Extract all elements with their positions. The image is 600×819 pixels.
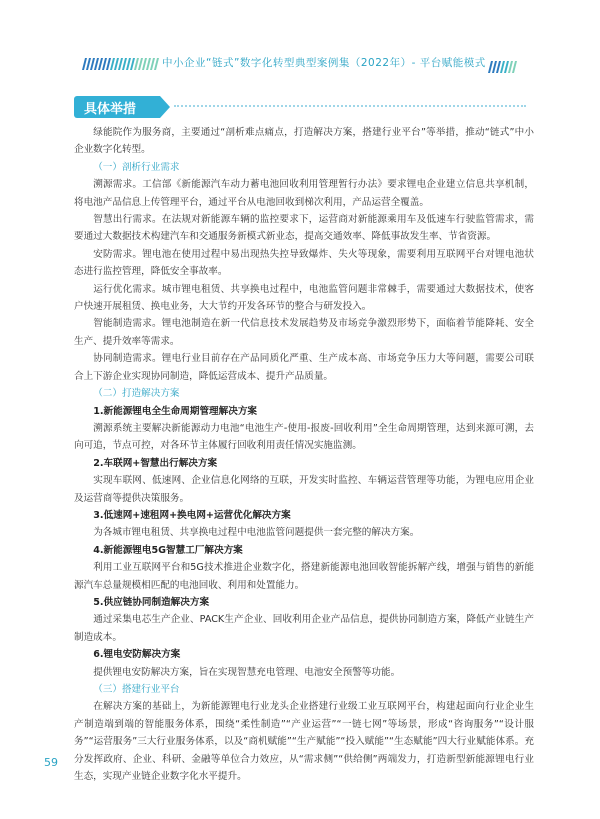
body-content [74, 124, 534, 785]
section-heading-arrow [160, 96, 170, 118]
header-stripe [98, 58, 103, 70]
paragraph-collaborative: 协同制造需求。锂电行业目前存在产品同质化严重、生产成本高、市场竞争压力大等问题，需要公司联合上下游企业实现协同制造，降低运营成本、提升产品质量。 [74, 353, 534, 382]
section-heading-label: 具体举措 [84, 102, 137, 117]
solution-text-2: 实现车联网、低速网、企业信息化网络的互联，开发实时监控、车辆运营管理等功能，为锂电应用企业及运营商等提供决策服务。 [74, 475, 534, 504]
intro-paragraph: 绿能院作为服务商，主要通过“剖析难点痛点，打造解决方案，搭建行业平台”等举措，推动“链式”中小企业数字化转型。 [74, 127, 534, 156]
header-stripe [102, 58, 107, 70]
paragraph-smart-travel: 智慧出行需求。在法规对新能源车辆的监控要求下，运营商对新能源乘用车及低速车行驶监管需求，需要通过大数据技术构建汽车和交通服务新模式新业态，提高交通效率、降低事故发生率、节省资源。 [74, 214, 534, 243]
header-stripes-right [488, 58, 518, 70]
header-stripe [114, 58, 119, 70]
solution-text-3: 为各城市锂电租赁、共享换电过程中电池监管问题提供一套完整的解决方案。 [93, 527, 420, 539]
header-stripe [508, 61, 513, 73]
header-stripe [118, 58, 123, 70]
section-heading [74, 96, 526, 118]
header-stripe [500, 61, 505, 73]
header-stripe [496, 61, 501, 73]
header-title: 中小企业“链式”数字化转型典型案例集（2022年）- 平台赋能模式 [162, 57, 486, 69]
paragraph-smart-manufacturing: 智能制造需求。锂电池制造在新一代信息技术发展趋势及市场竞争激烈形势下，面临着节能降耗、安全生产、提升效率等需求。 [74, 318, 534, 347]
header-stripe [154, 58, 159, 70]
header-stripe [86, 58, 91, 70]
page-number: 59 [44, 756, 58, 769]
header-stripe [106, 58, 111, 70]
header-stripe [110, 58, 115, 70]
paragraph-safety: 安防需求。锂电池在使用过程中易出现热失控导致爆炸、失火等现象，需要利用互联网平台对锂电池状态进行监控管理，降低安全事故率。 [74, 248, 534, 278]
paragraph-operation: 运行优化需求。城市锂电租赁、共享换电过程中，电池监管问题非常棘手，需要通过大数据技术，使客户快速开展租赁、换电业务，大大节约开发各环节的整合与研发投入。 [74, 283, 534, 313]
solution-title-2: 2.车联网+智慧出行解决方案 [93, 457, 218, 469]
header-stripe [138, 58, 143, 70]
header-stripe [512, 61, 517, 73]
header-stripe [146, 58, 151, 70]
solution-title-5: 5.供应链协同制造解决方案 [93, 596, 210, 608]
header-stripe [94, 58, 99, 70]
header-stripe [488, 61, 493, 73]
solution-title-4: 4.新能源锂电5G智慧工厂解决方案 [93, 544, 243, 556]
solution-title-3: 3.低速网+速租网+换电网+运营优化解决方案 [93, 509, 291, 521]
header-stripe [90, 58, 95, 70]
header-stripe [126, 58, 131, 70]
solution-text-6: 提供锂电安防解决方案，旨在实现智慧充电管理、电池安全预警等功能。 [93, 666, 401, 678]
solution-title-1: 1.新能源锂电全生命周期管理解决方案 [93, 405, 258, 417]
header-stripe [142, 58, 147, 70]
header-stripe [150, 58, 155, 70]
solution-text-4: 利用工业互联网平台和5G技术推进企业数字化，搭建新能源电池回收智能拆解产线，增强与销售的新能源汽车总量规模相匹配的电池回收、利用和处置能力。 [74, 562, 534, 591]
header-stripe [134, 58, 139, 70]
section-heading-dotted-line [174, 105, 526, 111]
subheading-solutions: （二）打造解决方案 [93, 388, 180, 400]
solution-text-1: 溯源系统主要解决新能源动力电池“电池生产-使用-报废-回收利用”全生命周期管理，达到来源可溯，去向可追，节点可控，对各环节主体履行回收利用责任情况实施监测。 [74, 422, 534, 452]
header-stripe [130, 58, 135, 70]
header-stripe [492, 61, 497, 73]
header-stripe [82, 58, 87, 70]
solution-title-6: 6.锂电安防解决方案 [93, 649, 181, 661]
header-stripes-left [82, 58, 160, 70]
paragraph-traceability: 溯源需求。工信部《新能源汽车动力蓄电池回收利用管理暂行办法》要求锂电企业建立信息共享机制，将电池产品信息上传管理平台，通过平台从电池回收到梯次利用，产品运营全覆盖。 [74, 179, 534, 208]
header-stripe [504, 61, 509, 73]
subheading-platform: （三）搭建行业平台 [93, 684, 180, 695]
paragraph-platform: 在解决方案的基础上，为新能源锂电行业龙头企业搭建行业级工业互联网平台，构建起面向行业企业生产制造端到端的智能服务体系，围绕“柔性制造”“产业运营”“一链七网”等场景，形成“咨询服务”“设计服务”“运营服务”三大行业服务体系，以及“商机赋能”“生产赋能”“投入赋能”“生态赋能”四大行业赋能体系。充分发挥政府、企业、科研、金融等单位合力效应，从“需求侧”“供给侧”两端发力，打造新型新能源锂电行业生态，实现产业链企业数字化水平提升。 [74, 701, 534, 783]
subheading-analyze-needs: （一）剖析行业需求 [93, 161, 180, 173]
solution-text-5: 通过采集电芯生产企业、PACK生产企业、回收利用企业产品信息，提供协同制造方案，降低产业链生产制造成本。 [74, 614, 534, 643]
header-stripe [122, 58, 127, 70]
